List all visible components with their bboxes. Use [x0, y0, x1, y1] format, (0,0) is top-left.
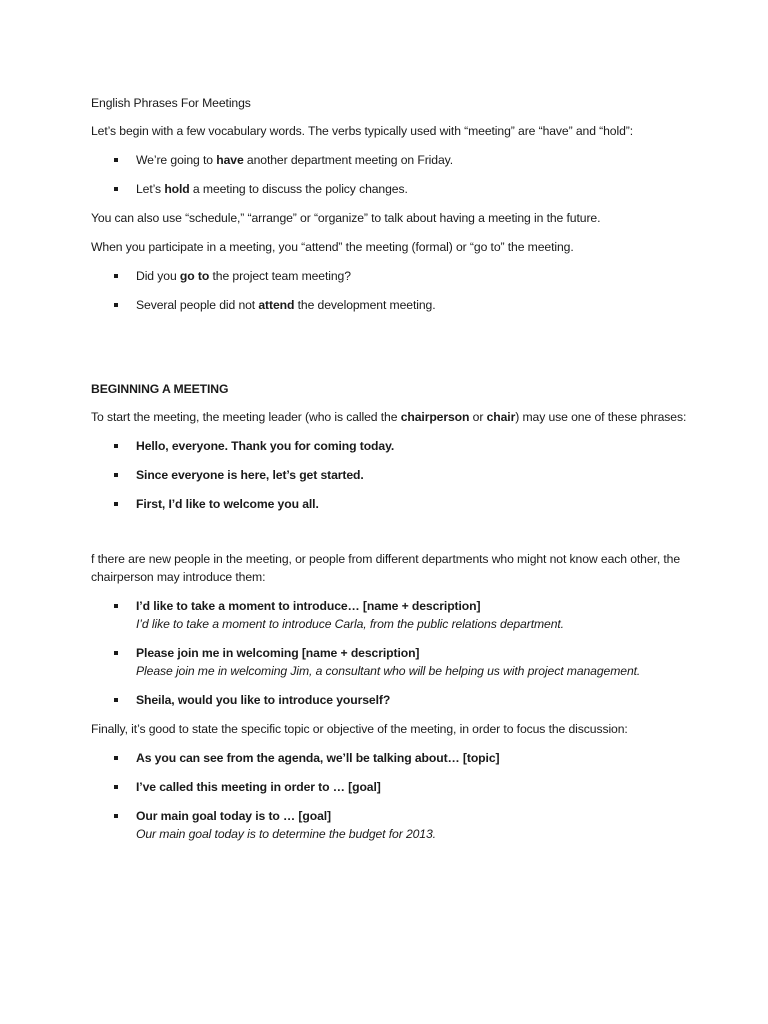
list-item: As you can see from the agenda, we’ll be talking about… [topic]: [91, 749, 691, 767]
section-heading: BEGINNING A MEETING: [91, 382, 229, 396]
list-item: We’re going to have another department meeting on Friday.: [91, 151, 691, 169]
opening-phrases-list: [91, 437, 691, 513]
start-paragraph: To start the meeting, the meeting leader (who is called the chairperson or chair) may use one of these phrases:: [91, 410, 687, 424]
document-body: [91, 94, 691, 854]
list-item: First, I’d like to welcome you all.: [91, 495, 691, 513]
bullet-square-icon: [114, 502, 118, 506]
bullet-square-icon: [114, 187, 118, 191]
topic-paragraph: Finally, it’s good to state the specific topic or objective of the meeting, in order to focus the discussion:: [91, 722, 628, 736]
bullet-square-icon: [114, 651, 118, 655]
list-item: Several people did not attend the development meeting.: [91, 296, 691, 314]
example-sentence: I’d like to take a moment to introduce Carla, from the public relations department.: [136, 617, 564, 631]
document-title: English Phrases For Meetings: [91, 96, 251, 110]
verb-examples-list: [91, 151, 691, 198]
list-item: Let’s hold a meeting to discuss the policy changes.: [91, 180, 691, 198]
bullet-square-icon: [114, 303, 118, 307]
example-sentence: Our main goal today is to determine the budget for 2013.: [136, 827, 436, 841]
bullet-square-icon: [114, 604, 118, 608]
list-item: Sheila, would you like to introduce yourself?: [91, 691, 691, 709]
introduce-phrases-list: [91, 597, 691, 709]
attend-examples-list: [91, 267, 691, 314]
list-item: I’d like to take a moment to introduce… [name + description] I’d like to take a moment to introduce Carla, from the public relations department.: [91, 597, 691, 633]
list-item: I’ve called this meeting in order to … [goal]: [91, 778, 691, 796]
introduce-paragraph: f there are new people in the meeting, or people from different departments who might not know each other, the chairperson may introduce them:: [91, 552, 681, 584]
bullet-square-icon: [114, 814, 118, 818]
list-item: Did you go to the project team meeting?: [91, 267, 691, 285]
bullet-square-icon: [114, 785, 118, 789]
bullet-square-icon: [114, 473, 118, 477]
example-sentence: Please join me in welcoming Jim, a consultant who will be helping us with project management.: [136, 664, 641, 678]
intro-paragraph: Let’s begin with a few vocabulary words. The verbs typically used with “meeting” are “have” and “hold”:: [91, 124, 634, 138]
bullet-square-icon: [114, 444, 118, 448]
list-item: Hello, everyone. Thank you for coming today.: [91, 437, 691, 455]
schedule-paragraph: You can also use “schedule,” “arrange” or “organize” to talk about having a meeting in the future.: [91, 211, 601, 225]
list-item: Please join me in welcoming [name + description] Please join me in welcoming Jim, a consultant who will be helping us with project management.: [91, 644, 691, 680]
bullet-square-icon: [114, 756, 118, 760]
list-item: Our main goal today is to … [goal] Our main goal today is to determine the budget for 2013.: [91, 807, 691, 843]
list-item: Since everyone is here, let’s get started.: [91, 466, 691, 484]
bullet-square-icon: [114, 274, 118, 278]
bullet-square-icon: [114, 698, 118, 702]
bullet-square-icon: [114, 158, 118, 162]
topic-phrases-list: [91, 749, 691, 843]
attend-paragraph: When you participate in a meeting, you “attend” the meeting (formal) or “go to” the meeting.: [91, 240, 574, 254]
